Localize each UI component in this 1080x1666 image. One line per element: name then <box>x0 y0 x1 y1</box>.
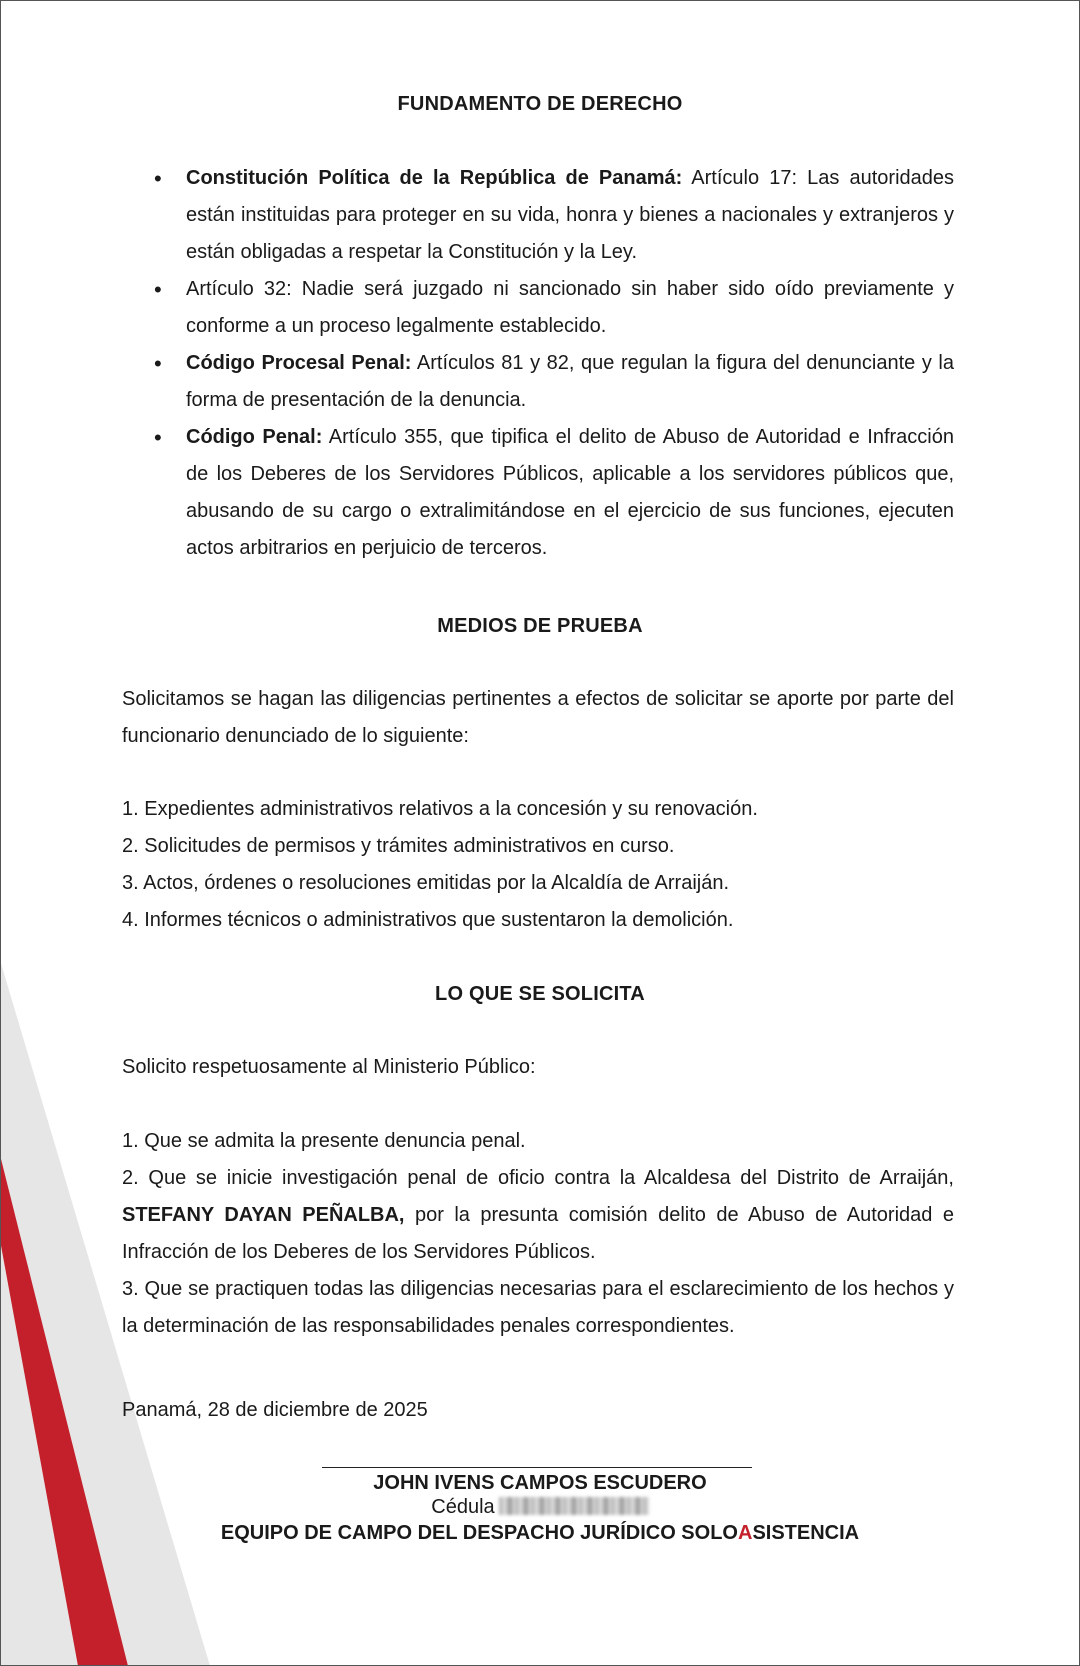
list-item: 2. Solicitudes de permisos y trámites administrativos en curso. <box>122 835 675 857</box>
list-item-text: por la presunta comisión delito de Abuso de Autoridad e Infracción de los Deberes de los Servidores Públicos. <box>122 1204 954 1263</box>
organization-name <box>0 1522 1080 1545</box>
organization-accent-letter: A <box>737 1522 753 1544</box>
list-item-text: Artículo 32: Nadie será juzgado ni sancionado sin haber sido oído previamente y conforme a un proceso legalmente establecido. <box>186 278 954 337</box>
list-item-text: Artículo 355, que tipifica el delito de Abuso de Autoridad e Infracción de los Deberes de los Servidores Públicos, aplicable a los servidores públicos que, abusando de su cargo o extralimitándose en el ejercicio de sus funciones, ejecuten actos arbitrarios en perjuicio de terceros. <box>186 426 954 559</box>
list-item-text: Artículos 81 y 82, que regulan la figura del denunciante y la forma de presentación de la denuncia. <box>186 352 955 411</box>
list-item: 3. Actos, órdenes o resoluciones emitidas por la Alcaldía de Arraiján. <box>122 872 730 894</box>
list-item: 1. Expedientes administrativos relativos a la concesión y su renovación. <box>122 798 758 820</box>
list-item <box>186 271 954 345</box>
section-title-fundamento: FUNDAMENTO DE DERECHO <box>397 93 683 115</box>
list-item-bold: Constitución Política de la República de Panamá: <box>186 167 683 189</box>
list-item <box>122 1160 954 1271</box>
cedula-line <box>0 1496 1080 1519</box>
list-item-bold: Código Penal: <box>186 426 323 448</box>
solicita-intro: Solicito respetuosamente al Ministerio Público: <box>122 1056 536 1078</box>
list-item: 3. Que se practiquen todas las diligencias necesarias para el esclarecimiento de los hechos y la determinación de las responsabilidades penales correspondientes. <box>122 1278 954 1337</box>
list-item-text: Artículo 17: Las autoridades están instituidas para proteger en su vida, honra y bienes a nacionales y extranjeros y están obligadas a respetar la Constitución y la Ley. <box>186 167 954 263</box>
section-title-medios: MEDIOS DE PRUEBA <box>437 615 643 637</box>
list-item: 4. Informes técnicos o administrativos que sustentaron la demolición. <box>122 909 734 931</box>
organization-text: EQUIPO DE CAMPO DEL DESPACHO JURÍDICO SOLO <box>220 1522 738 1544</box>
solicita-list <box>122 1123 954 1345</box>
list-item-text: 2. Que se inicie investigación penal de oficio contra la Alcaldesa del Distrito de Arraiján, <box>122 1167 954 1189</box>
section-title-solicita: LO QUE SE SOLICITA <box>435 983 645 1005</box>
organization-text: SISTENCIA <box>752 1522 860 1544</box>
list-item <box>186 345 954 419</box>
fundamento-list <box>186 160 954 567</box>
date-line: Panamá, 28 de diciembre de 2025 <box>122 1399 428 1421</box>
signature-line <box>322 1467 752 1468</box>
cedula-label: Cédula <box>431 1496 495 1518</box>
list-item: 1. Que se admita la presente denuncia penal. <box>122 1130 526 1152</box>
accused-name: STEFANY DAYAN PEÑALBA, <box>122 1204 405 1226</box>
list-item-bold: Código Procesal Penal: <box>186 352 412 374</box>
redacted-cedula-number <box>499 1497 649 1515</box>
list-item <box>186 419 954 567</box>
medios-intro: Solicitamos se hagan las diligencias pertinentes a efectos de solicitar se aporte por parte del funcionario denunciado de lo siguiente: <box>122 688 954 747</box>
signer-name: JOHN IVENS CAMPOS ESCUDERO <box>373 1472 707 1494</box>
medios-list <box>122 791 954 939</box>
list-item <box>186 160 954 271</box>
